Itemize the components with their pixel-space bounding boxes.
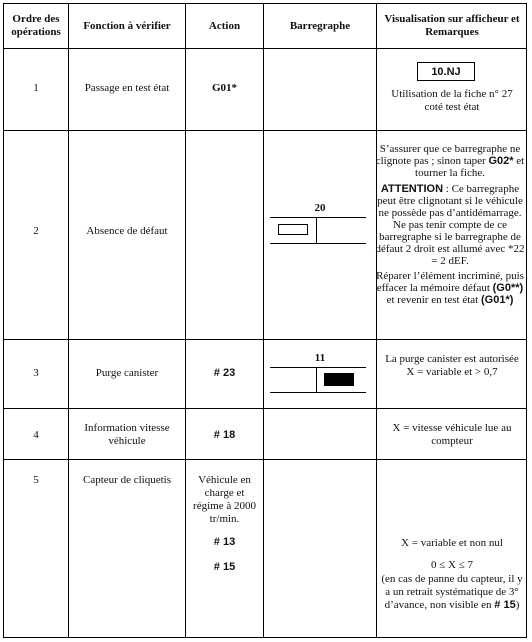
header-ordre: Ordre des opérations [11, 13, 61, 38]
row-1-number: 1 [33, 82, 39, 94]
bargraph-segment-left-empty [278, 224, 308, 235]
row-5-remarks-2: 0 ≤ X ≤ 7 [430, 559, 474, 571]
code-15: # 15 [494, 599, 516, 611]
code-g02: G02* [488, 155, 514, 167]
row-5-action-15: # 15 [213, 561, 236, 573]
header-action: Action [208, 19, 241, 32]
remarks-text: et revenir en test état [386, 294, 479, 306]
row-1-remarks: Utilisation de la fiche n° 27 coté test état [391, 88, 513, 113]
column-divider [376, 4, 377, 637]
row-5-number: 5 [33, 474, 39, 486]
remarks-text: S’assurer que ce barregraphe ne clignote pas ; sinon taper [375, 143, 521, 167]
row-divider [4, 408, 526, 409]
row-5-action-text: Véhicule en charge et régime à 2000 tr/min. [193, 474, 256, 525]
column-divider [263, 4, 264, 637]
row-4-remarks: X = vitesse véhicule lue au compteur [392, 422, 512, 447]
remarks-text: (en cas de panne du capteur, il y a un retrait systématique de 3° d’avance, non visible en [381, 573, 523, 611]
row-4-action: # 18 [213, 429, 236, 441]
bargraph-top-line [270, 217, 366, 218]
row-4-number: 4 [33, 429, 39, 441]
bargraph-bottom-line [270, 243, 366, 244]
header-barregraphe: Barregraphe [289, 19, 351, 32]
row-3-remarks: La purge canister est autorisée X = variable et > 0,7 [385, 353, 519, 378]
bargraph-divider [316, 367, 317, 392]
row-5-action-13: # 13 [213, 536, 236, 548]
bargraph-segment-right-lit [324, 373, 354, 386]
row-divider [4, 130, 526, 131]
row-divider [4, 48, 526, 49]
row-3-number: 3 [33, 367, 39, 379]
code-g01: (G01*) [480, 294, 514, 306]
display-readout-text: 10.NJ [431, 65, 461, 78]
attention-label: ATTENTION [380, 183, 444, 195]
row-2-bar-number: 20 [314, 202, 326, 214]
row-3-fonction: Purge canister [95, 367, 159, 379]
row-2-remarks [372, 143, 528, 306]
row-5-remarks-1: X = variable et non nul [401, 537, 503, 549]
row-2-number: 2 [33, 225, 39, 237]
row-1-fonction: Passage en test état [84, 82, 170, 94]
row-1-action: G01* [211, 82, 238, 94]
row-divider [4, 339, 526, 340]
diagnostic-table [3, 3, 527, 638]
bargraph-divider [316, 217, 317, 243]
bargraph-bottom-line [270, 392, 366, 393]
header-visualisation: Visualisation sur afficheur et Remarques [384, 13, 520, 38]
row-4-fonction: Information vitesse véhicule [84, 422, 170, 447]
attention-text: : Ce barregraphe peut être clignotant si le véhicule ne possède pas d’antidémarrage. Ne pas tenir compte de ce barregraphe si le barregraphe de défaut 2 droit est allumé avec *22 = 2 dEF. [375, 183, 525, 267]
header-fonction: Fonction à vérifier [83, 19, 171, 32]
code-g0: (G0**) [492, 282, 524, 294]
display-readout-box [417, 62, 475, 81]
row-3-bar-number: 11 [314, 352, 326, 364]
row-5-remarks-3 [378, 573, 526, 612]
remarks-text: ) [515, 599, 520, 611]
remarks-text: et tourner la fiche. [415, 155, 525, 179]
row-5-fonction: Capteur de cliquetis [83, 474, 171, 486]
row-divider [4, 459, 526, 460]
column-divider [68, 4, 69, 637]
remarks-text: Réparer l’élément incriminé, puis effacer la mémoire défaut [376, 270, 524, 294]
bargraph-top-line [270, 367, 366, 368]
row-2-fonction: Absence de défaut [86, 225, 168, 237]
row-3-action: # 23 [213, 367, 236, 379]
